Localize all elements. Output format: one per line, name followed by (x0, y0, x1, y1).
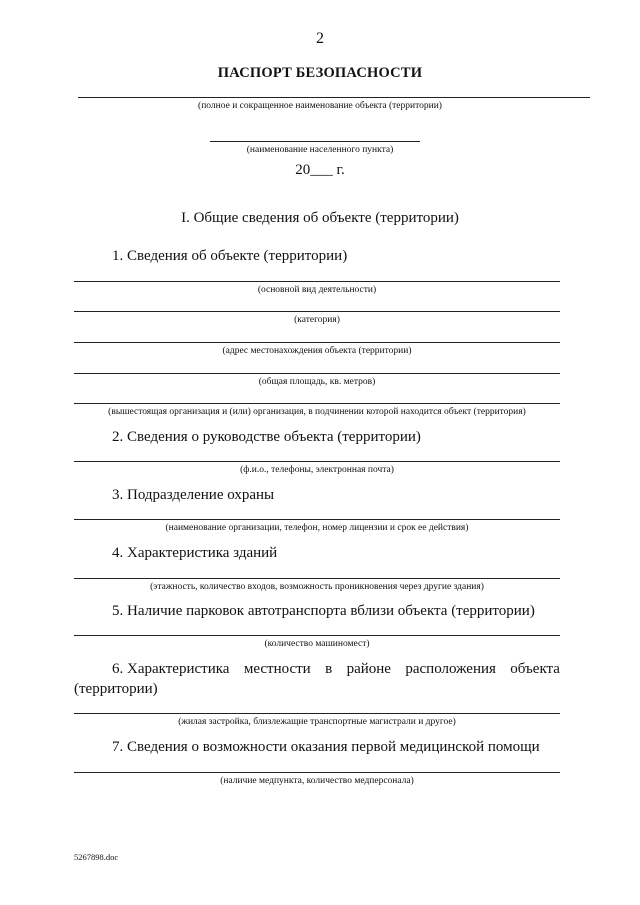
buildings-caption: (этажность, количество входов, возможность проникновения через другие здания) (150, 582, 484, 592)
item6-heading (112, 661, 560, 678)
item2-heading: 2. Сведения о руководстве объекта (территории) (112, 429, 421, 445)
item6-word: местности (243, 661, 311, 677)
medical-line (74, 772, 560, 773)
item6-heading-cont: (территории) (74, 681, 158, 697)
item4-heading: 4. Характеристика зданий (112, 545, 278, 561)
address-caption: (адрес местонахождения объекта (территории) (222, 346, 412, 356)
file-name-footer: 5267898.doc (74, 852, 119, 862)
item6-word: 6. Характеристика (112, 661, 230, 677)
terrain-line (74, 713, 560, 714)
area-line (74, 373, 560, 374)
year-field: 20___ г. (295, 162, 345, 178)
parking-line (74, 635, 560, 636)
category-caption: (категория) (294, 315, 340, 325)
buildings-line (74, 578, 560, 579)
terrain-caption: (жилая застройка, близлежащие транспортные магистрали и другое) (178, 717, 456, 727)
object-name-caption: (полное и сокращенное наименование объекта (территории) (198, 101, 442, 111)
item6-word: районе (346, 661, 391, 677)
page-number: 2 (316, 30, 324, 47)
item1-heading: 1. Сведения об объекте (территории) (112, 248, 348, 264)
parking-caption: (количество машиномест) (264, 639, 370, 649)
item3-heading: 3. Подразделение охраны (112, 487, 275, 503)
section-title: I. Общие сведения об объекте (территории) (181, 210, 459, 226)
locality-caption: (наименование населенного пункта) (246, 145, 394, 155)
category-line (74, 311, 560, 312)
locality-line (210, 141, 420, 142)
object-name-line (78, 97, 590, 98)
document-title: ПАСПОРТ БЕЗОПАСНОСТИ (217, 65, 423, 81)
item6-word: в (325, 661, 333, 677)
item6-word: объекта (510, 661, 560, 677)
security-caption: (наименование организации, телефон, номер лицензии и срок ее действия) (165, 523, 469, 533)
parent-org-caption: (вышестоящая организация и (или) организация, в подчинении которой находится объект (территория) (108, 407, 526, 417)
area-caption: (общая площадь, кв. метров) (258, 377, 376, 387)
item6-word: расположения (405, 661, 496, 677)
parent-org-line (74, 403, 560, 404)
medical-caption: (наличие медпункта, количество медперсонала) (220, 776, 414, 786)
management-caption: (ф.и.о., телефоны, электронная почта) (240, 465, 394, 475)
security-line (74, 519, 560, 520)
item7-heading: 7. Сведения о возможности оказания первой медицинской помощи (112, 739, 540, 755)
activity-caption: (основной вид деятельности) (257, 285, 377, 295)
activity-line (74, 281, 560, 282)
address-line (74, 342, 560, 343)
item5-heading: 5. Наличие парковок автотранспорта вблизи объекта (территории) (112, 603, 535, 619)
management-line (74, 461, 560, 462)
